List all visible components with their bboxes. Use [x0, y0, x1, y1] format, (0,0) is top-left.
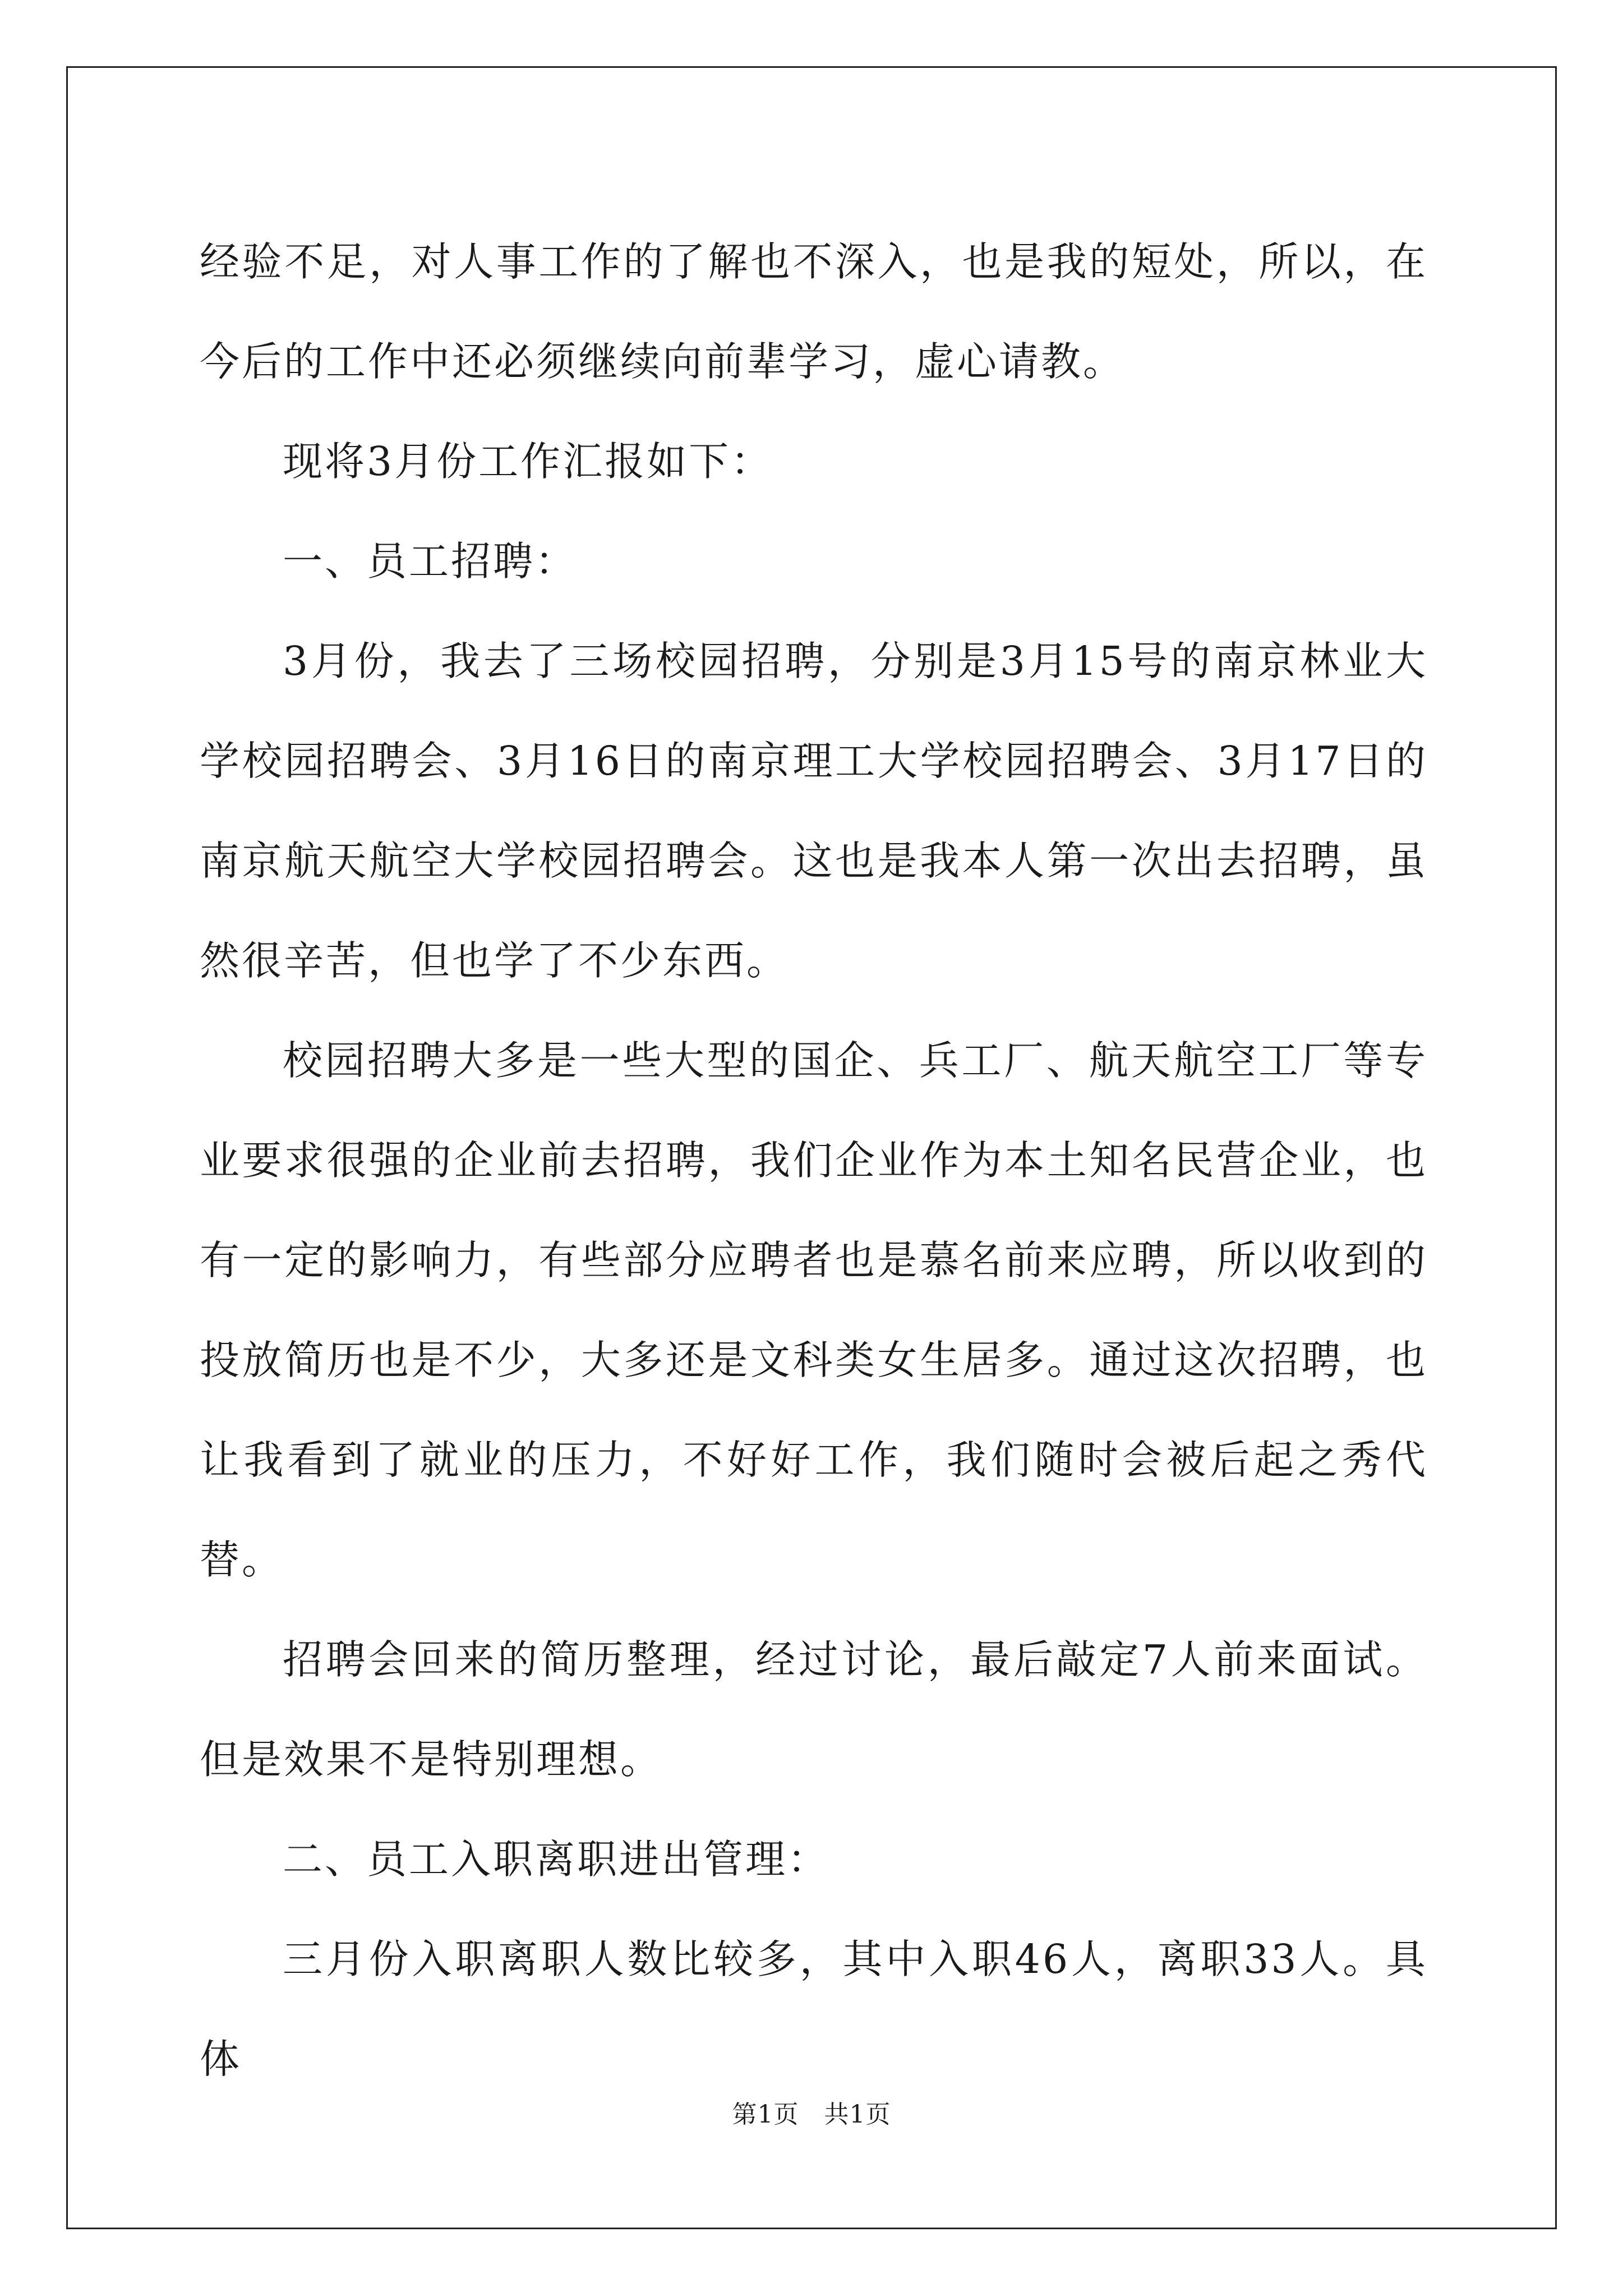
- page-total: 共1页: [824, 2100, 891, 2129]
- document-body: [200, 212, 1428, 2109]
- section-heading: 二、员工入职离职进出管理：: [283, 1836, 830, 1883]
- paragraph: 经验不足，对人事工作的了解也不深入，也是我的短处，所以，在今后的工作中还必须继续向前辈学习，虚心请教。: [200, 238, 1428, 385]
- paragraph: 招聘会回来的简历整理，经过讨论，最后敲定7人前来面试。但是效果不是特别理想。: [200, 1636, 1428, 1783]
- page-number: 第1页: [732, 2100, 799, 2129]
- paragraph: 3月份，我去了三场校园招聘，分别是3月15号的南京林业大学校园招聘会、3月16日的南京理工大学校园招聘会、3月17日的南京航天航空大学校园招聘会。这也是我本人第一次出去招聘，虽然很辛苦，但也学了不少东西。: [200, 638, 1428, 984]
- paragraph: 校园招聘大多是一些大型的国企、兵工厂、航天航空工厂等专业要求很强的企业前去招聘，我们企业作为本土知名民营企业，也有一定的影响力，有些部分应聘者也是慕名前来应聘，所以收到的投放简历也是不少，大多还是文科类女生居多。通过这次招聘，也让我看到了就业的压力，不好好工作，我们随时会被后起之秀代替。: [200, 1037, 1428, 1583]
- section-heading: 一、员工招聘：: [283, 538, 578, 585]
- page-footer: [0, 2098, 1623, 2132]
- paragraph: 现将3月份工作汇报如下：: [283, 438, 773, 485]
- paragraph: 三月份入职离职人数比较多，其中入职46人，离职33人。具体: [200, 1936, 1428, 2082]
